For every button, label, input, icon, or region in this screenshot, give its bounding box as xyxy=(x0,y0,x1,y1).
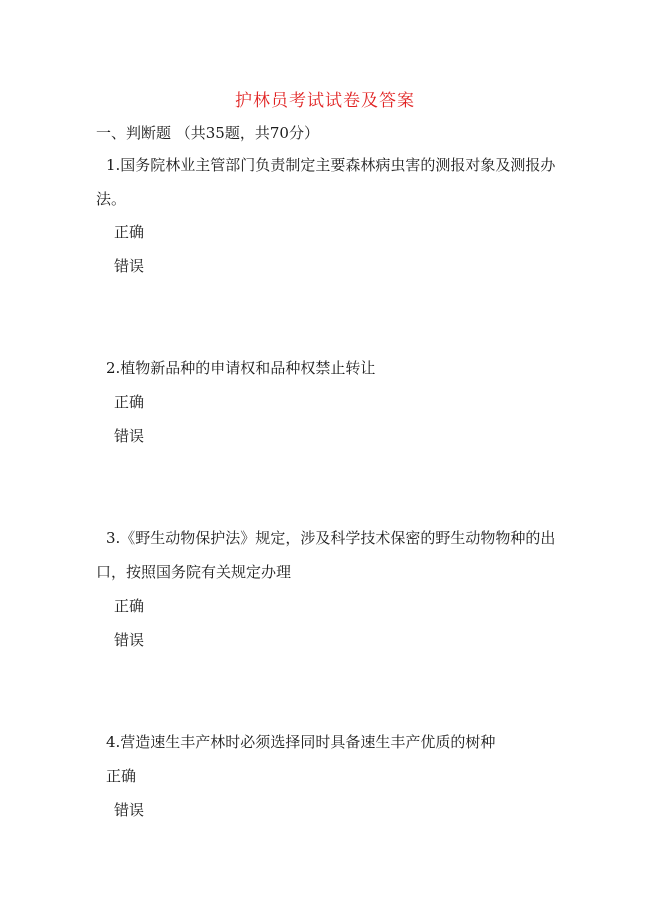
question-1-text: 1.国务院林业主管部门负责制定主要森林病虫害的测报对象及测报办法。 xyxy=(96,156,556,208)
question-2-text: 2.植物新品种的申请权和品种权禁止转让 xyxy=(106,359,376,377)
question-4-option-true[interactable]: 正确 xyxy=(106,767,137,785)
question-3-option-true[interactable]: 正确 xyxy=(114,597,145,615)
section-heading: 一、判断题 （共35题，共70分） xyxy=(96,124,319,142)
question-2-option-true[interactable]: 正确 xyxy=(114,393,145,411)
question-3-text: 3.《野生动物保护法》规定，涉及科学技术保密的野生动物物种的出口，按照国务院有关规定办理 xyxy=(96,529,556,581)
question-1-option-true[interactable]: 正确 xyxy=(114,223,145,241)
question-1-option-false[interactable]: 错误 xyxy=(114,257,145,275)
question-3-option-false[interactable]: 错误 xyxy=(114,631,145,649)
question-2-option-false[interactable]: 错误 xyxy=(114,427,145,445)
document-title: 护林员考试试卷及答案 xyxy=(235,91,415,111)
question-4-text: 4.营造速生丰产林时必须选择同时具备速生丰产优质的树种 xyxy=(106,733,496,751)
question-4-option-false[interactable]: 错误 xyxy=(114,801,145,819)
